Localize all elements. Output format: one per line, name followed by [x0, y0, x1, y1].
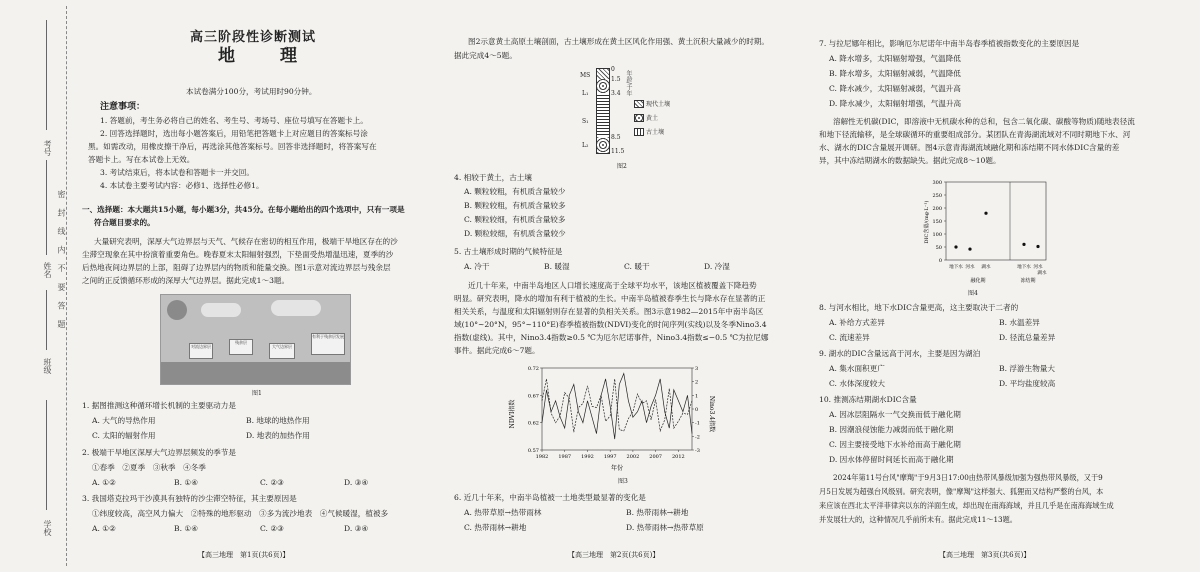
y-tick-label: 50: [935, 245, 942, 251]
notes-heading: 注意事项：: [100, 102, 146, 112]
figure-1-illustration: [160, 294, 351, 385]
subject-title: 地 理: [218, 46, 311, 66]
layer-paleosol: [597, 93, 609, 137]
option: A. 集水面积更广: [829, 364, 885, 373]
option: B. 颗粒较粗，有机质含量较多: [464, 201, 566, 210]
school-blank: [46, 400, 47, 510]
legend-swatch: [634, 114, 644, 122]
x-axis-label: 年份: [610, 465, 624, 472]
note-line: 4. 本试卷主要考试内容：必修1、选择性必修1。: [100, 181, 264, 190]
seal-warning: 密 封 线 内 不 要 答 题: [57, 190, 66, 332]
intro-line: 溶解性无机碳(DIC，即溶液中无机碳水种的总和，包含二氧化碳、碳酸等物质)随地表径流: [833, 117, 1135, 126]
class-blank: [46, 290, 47, 350]
legend-swatch: [634, 128, 644, 136]
option: A. 因冰层阻隔水一气交换而低于融化期: [829, 410, 961, 419]
sun-icon: [167, 300, 187, 320]
layer-label: S₁: [582, 118, 589, 125]
question-10: 10. 推测冻结期湖水DIC含量: [819, 395, 917, 404]
option: B. 降水增多，太阳辐射减弱，气温降低: [829, 69, 961, 78]
legend-swatch: [634, 100, 644, 108]
y2-axis-label: Nino3.4指数: [708, 395, 715, 433]
data-point: [968, 247, 971, 250]
option: C. 暖干: [624, 262, 650, 271]
page-footer: 【高三地理 第2页(共6页)】: [568, 551, 660, 559]
data-point: [1022, 243, 1025, 246]
question-4: 4. 相较于黄土，古土壤: [454, 173, 533, 182]
option: C. ②③: [260, 478, 284, 487]
note-line: 1. 答题前，考生务必将自己的姓名、考生号、考场号、座位号填写在答题卡上。: [100, 116, 368, 125]
question-6: 6. 近几十年来，中南半岛植被一土地类型最显著的变化是: [454, 493, 646, 502]
question-9: 9. 湖水的DIC含量远高于河水，主要是因为湖泊: [819, 349, 981, 358]
fig2-caption: 图2: [617, 163, 627, 170]
option: A. 大气的导热作用: [92, 416, 156, 425]
question-1: 1. 据图推测这种循环增长机制的主要驱动力是: [82, 401, 236, 410]
option: B. 暖湿: [544, 262, 570, 271]
option: A. 冷干: [464, 262, 490, 271]
question-5: 5. 古土壤形成时期的气候特征是: [454, 247, 563, 256]
intro-line: 后热地夜间边界层的上部，阻碍了边界层内的物质和能量交换。图1示意对流边界层与残余层: [82, 263, 391, 272]
question-8: 8. 与河水相比，地下水DIC含量更高，这主要取决于二者的: [819, 303, 1019, 312]
y-tick-label: 150: [932, 219, 942, 225]
option: C. 流速差异: [829, 333, 870, 342]
class-label: 班级: [43, 358, 52, 374]
group-label-melt: 融化期: [970, 278, 986, 284]
y-tick-label: 0: [938, 258, 942, 264]
y-tick-label: 200: [932, 206, 942, 212]
option: B. 浮游生物量大: [999, 364, 1055, 373]
option: D. 降水减少，太阳辐射增强，气温升高: [829, 99, 962, 108]
intro-line: 来应该在西北太平洋菲律宾以东的洋面生成，却出现在南海海域，并且几乎是在南海海域生成: [819, 501, 1114, 510]
intro-line: 和地下径流输移，是全球碳循环的重要组成部分。某团队在青海湖流域对不同时期地下水、河: [819, 130, 1131, 139]
intro-line: 相关关系，与温度和太阳辐射则存在显著的负相关关系。图3示意1982—2015年中南半岛区: [454, 307, 764, 316]
option: D. 颗粒较细，有机质含量较少: [464, 229, 566, 238]
y-tick-label: 300: [932, 180, 942, 186]
y-tick-label: 0.72: [527, 366, 539, 372]
y2-tick-label: 1: [695, 393, 699, 400]
intro-line: 指数(虚线)。其中，Nino3.4指数≥0.5 ℃为厄尔尼诺事件，Nino3.4指数≤−0.5 ℃为拉尼娜: [454, 333, 769, 342]
option: A. 热带草原→热带雨林: [464, 508, 542, 517]
option: C. 颗粒较细，有机质含量较多: [464, 215, 566, 224]
exam-no-blank: [46, 20, 47, 130]
name-blank: [46, 160, 47, 255]
question-3: 3. 我国塔克拉玛干沙漠具有独特的沙尘滞空特征，其主要原因是: [82, 494, 297, 503]
y-tick-label: 0.57: [527, 448, 539, 454]
data-point: [1036, 245, 1039, 248]
y2-tick-label: 3: [695, 366, 699, 372]
fig1-box: 对流边界层: [189, 343, 213, 359]
option: D. 径流总量差异: [999, 333, 1056, 342]
option: C. 热带雨林→耕地: [464, 523, 527, 532]
y2-tick-label: -1: [695, 420, 700, 427]
group-label-freeze: 冻结期: [1020, 278, 1036, 284]
ground-surface: [161, 362, 350, 384]
figure-3-ndvi-chart: [506, 364, 716, 474]
x-tick-label: 1992: [581, 454, 594, 460]
option: D. 冷湿: [704, 262, 730, 271]
layer-label: L₁: [582, 90, 589, 97]
age-tick: 3.4: [611, 90, 621, 97]
legend-label: 现代土壤: [646, 101, 671, 108]
layer-loess: [597, 137, 609, 153]
option: C. 降水减少，太阳辐射减弱，气温升高: [829, 84, 961, 93]
option: A. ①②: [92, 524, 116, 533]
option: B. 水温差异: [999, 318, 1040, 327]
age-tick: 8.5: [611, 134, 621, 141]
age-tick: 11.5: [611, 148, 625, 155]
y2-tick-label: -2: [695, 434, 700, 441]
layer-loess: [597, 79, 609, 93]
option: C. 因主要接受地下水补给而高于融化期: [829, 440, 961, 449]
x-tick-label: 2002: [626, 454, 640, 460]
y-axis-label: DIC含量/(mg·L⁻¹): [924, 200, 930, 244]
category-label: 河水: [1033, 265, 1043, 270]
category-label: 湖水: [981, 265, 991, 270]
note-line: 2. 回答选择题时，选出每小题答案后，用铅笔把答题卡上对应题目的答案标号涂: [100, 129, 368, 138]
option: D. 热带雨林→热带草原: [626, 523, 704, 532]
section-heading: 一、选择题：本大题共15小题，每小题3分，共45分。在每小题给出的四个选项中，只有一项是: [82, 205, 405, 214]
legend-label: 古土壤: [646, 129, 665, 136]
option: A. 降水增多，太阳辐射增强，气温降低: [829, 54, 961, 63]
category-label: 河水: [965, 265, 975, 270]
intro-line: 2024年第11号台风"摩羯"于9月3日17:00由热带风暴级加强为强热带风暴级，又于9: [833, 473, 1103, 482]
option: B. 因潮浪侵蚀能力减弱而低于融化期: [829, 425, 954, 434]
question-7: 7. 与拉尼娜年相比，影响厄尔尼诺年中南半岛春季植被指数变化的主要原因是: [819, 39, 1080, 48]
y-tick-label: 100: [932, 232, 942, 238]
cloud-icon: [271, 300, 321, 316]
intro-line: 域(10°~20°N，95°~110°E)春季植被指数(NDVI)变化的时间序列(实线)以及冬季Nino3.4: [454, 320, 767, 329]
section-heading-2: 符合题目要求的。: [94, 218, 155, 227]
fig1-box: 大气边界层: [269, 343, 295, 359]
option: A. ①②: [92, 478, 116, 487]
intro-line: 并发展壮大的，这种情况几乎前所未有。据此完成11～13题。: [819, 515, 1017, 524]
note-line: 答题卡上。写在本试卷上无效。: [88, 155, 195, 164]
option: D. 因水体停留时间延长而高于融化期: [829, 455, 954, 464]
option: C. 太阳的辐射作用: [92, 431, 156, 440]
x-tick-label: 2012: [671, 454, 685, 460]
intro-line: 据此完成4～5题。: [454, 51, 517, 60]
intro-line: 大量研究表明，深厚大气边界层与天气、气候存在密切的相互作用，极端干旱地区存在的沙: [94, 237, 398, 246]
option: B. ①④: [174, 524, 199, 533]
intro-line: 水、湖水的DIC含量展开调研。图4示意青海湖流域融化期和冻结期不同水体DIC含量的差: [819, 143, 1120, 152]
legend-label: 黄土: [646, 115, 659, 122]
x-tick-label: 1987: [558, 454, 572, 460]
page-footer: 【高三地理 第1页(共6页)】: [198, 551, 290, 559]
y-tick-label: 0.67: [527, 393, 539, 400]
cloud-icon: [201, 303, 241, 317]
fig1-caption: 图1: [252, 390, 262, 397]
x-tick-label: 1997: [603, 454, 617, 460]
intro-line: 异，其中冻结期湖水的数据缺失。据此完成8～10题。: [819, 156, 1001, 165]
figure-4-dic-chart: [920, 178, 1050, 288]
plot-frame: [946, 182, 1046, 260]
note-line: 黑。如需改动，用橡皮擦干净后，再选涂其他答案标号。回答非选择题时，将答案写在: [88, 142, 377, 151]
data-point: [954, 245, 957, 248]
fig1-box: 残余层: [229, 339, 253, 355]
intro-line: 明显。研究表明，降水的增加有利于植被的生长。中南半岛植被春季生长与降水存在显著的正: [454, 294, 766, 303]
fig3-caption: 图3: [618, 478, 628, 485]
y2-tick-label: 0: [695, 407, 699, 413]
age-axis-label: 年龄/千年: [625, 70, 632, 97]
intro-line: 月5日发展为超强台风级别。研究表明，像"摩羯"这样强大、狐狸而又结构严整的台风，本: [819, 487, 1104, 496]
page-footer: 【高三地理 第3页(共6页)】: [939, 551, 1031, 559]
age-tick: 0: [611, 66, 615, 73]
fig4-caption: 图4: [968, 290, 978, 297]
x-tick-label: 2007: [649, 454, 663, 460]
option: D. ③④: [344, 524, 369, 533]
note-line: 3. 考试结束后，将本试卷和答题卡一并交回。: [100, 168, 254, 177]
y-axis-label: NDVI指数: [509, 399, 516, 429]
school-label: 学校: [43, 520, 52, 536]
x-tick-label: 1982: [535, 454, 549, 460]
category-label: 地下水: [949, 265, 963, 270]
figure-2-soil-profile: [596, 68, 610, 154]
y-tick-label: 250: [932, 193, 942, 199]
question-2-items: ①春季 ②夏季 ③秋季 ④冬季: [92, 463, 206, 472]
layer-label: L₂: [582, 142, 589, 149]
option: B. 热带雨林→耕地: [626, 508, 689, 517]
category-label: 湖水: [1037, 271, 1047, 276]
page-1: [78, 0, 430, 572]
intro-line: 近几十年来，中南半岛地区人口增长速度高于全球平均水平，该地区植被覆盖下降趋势: [468, 281, 757, 290]
y2-tick-label: 2: [695, 379, 699, 386]
category-label: 地下水: [1017, 265, 1031, 270]
intro-line: 图2示意黄土高原土壤剖面，古土壤形成在黄土区风化作用强、黄土沉积大量减少的时期。: [468, 37, 769, 46]
exam-no-label: 考号: [43, 140, 52, 156]
option: B. 地球的地热作用: [246, 416, 310, 425]
question-2: 2. 极端干旱地区深厚大气边界层频发的季节是: [82, 448, 236, 457]
option: A. 补给方式差异: [829, 318, 885, 327]
option: D. 地表的加热作用: [246, 431, 310, 440]
y-tick-label: 0.62: [527, 420, 539, 427]
option: A. 颗粒较粗，有机质含量较少: [464, 187, 566, 196]
option: C. 水体深度较大: [829, 379, 885, 388]
option: D. 平均盐度较高: [999, 379, 1056, 388]
option: D. ③④: [344, 478, 369, 487]
y2-tick-label: -3: [695, 448, 700, 454]
intro-line: 尘滞空现象在其中扮演着重要角色。晚春夏末太阳辐射强烈，下垫面受热增温迅速，夏季的沙: [82, 250, 394, 259]
age-tick: 1.5: [611, 76, 621, 83]
data-point: [984, 212, 987, 215]
binding-margin: [0, 0, 72, 572]
intro-line: 之间的正反馈循环形成的深厚大气边界层。据此完成1～3题。: [82, 276, 290, 285]
option: B. ①④: [174, 478, 199, 487]
fig1-box: 有利于残余层发展: [311, 333, 345, 355]
layer-modern-soil: [597, 69, 609, 79]
layer-label: MS: [580, 72, 591, 79]
exam-info: 本试卷满分100分，考试用时90分钟。: [186, 87, 317, 96]
exam-title: 高三阶段性诊断测试: [190, 30, 317, 45]
intro-line: 事件。据此完成6～7题。: [454, 346, 540, 355]
option: C. ②③: [260, 524, 284, 533]
name-label: 姓名: [43, 262, 52, 278]
question-3-items: ①纬度较高，高空风力偏大 ②特殊的地形驱动 ③多为流沙地表 ④气候暖湿，植被多: [92, 509, 389, 518]
